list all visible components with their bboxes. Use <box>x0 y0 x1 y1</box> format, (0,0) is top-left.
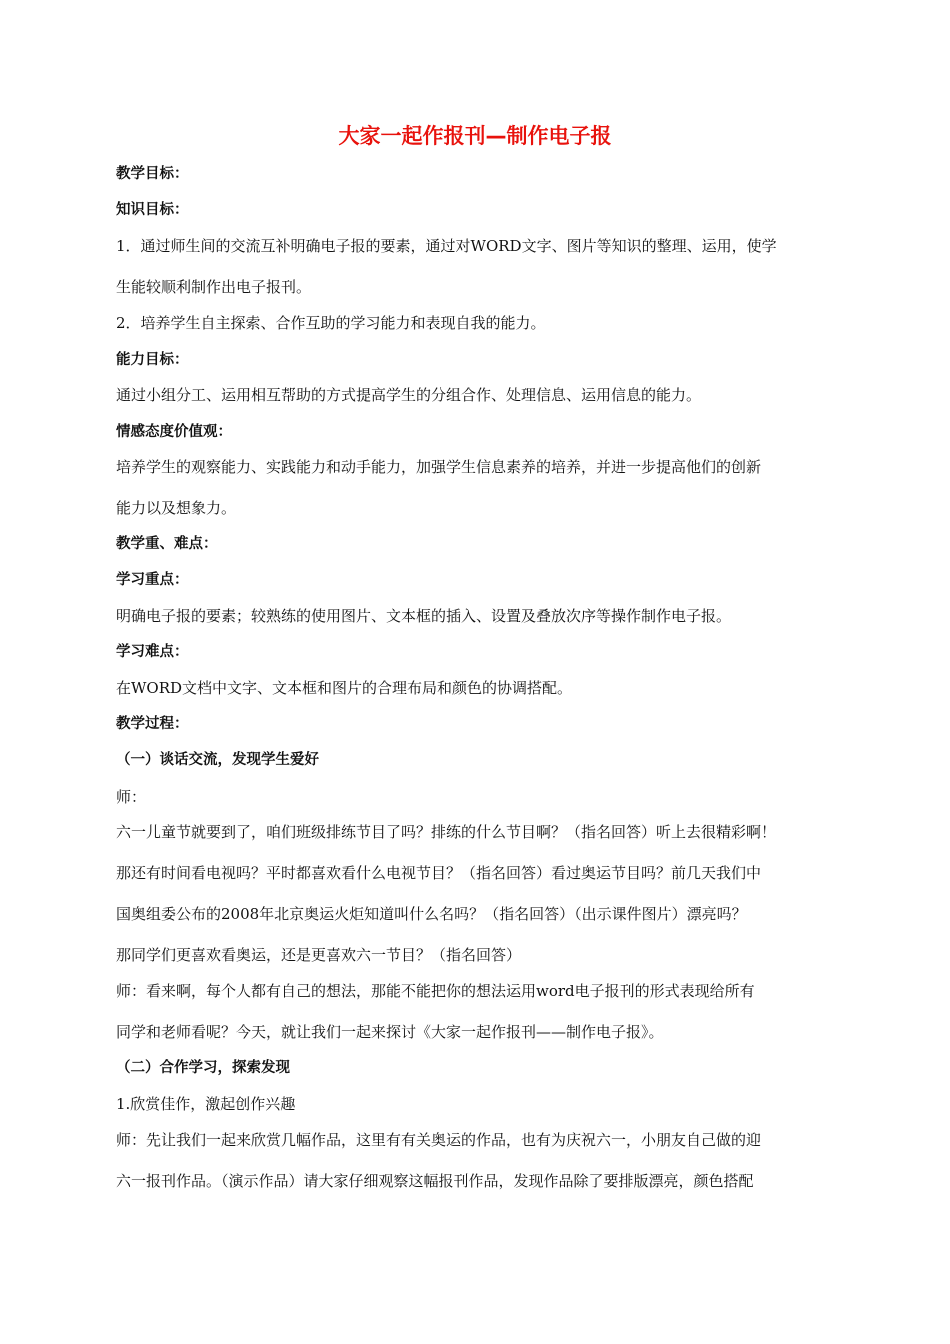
paragraph-line: 培养学生的观察能力、实践能力和动手能力，加强学生信息素养的培养，并进一步提高他们的创新 <box>116 458 762 476</box>
paragraph-line: 1.欣赏佳作，激起创作兴趣 <box>116 1095 296 1113</box>
paragraph-line: 师： <box>116 788 147 806</box>
document-title: 大家一起作报刊—制作电子报 <box>338 124 612 148</box>
section-heading: （二）合作学习，探索发现 <box>116 1060 290 1076</box>
section-heading: 知识目标： <box>116 202 189 218</box>
paragraph-line: 通过小组分工、运用相互帮助的方式提高学生的分组合作、处理信息、运用信息的能力。 <box>116 386 702 404</box>
paragraph-line: 在WORD文档中文字、文本框和图片的合理布局和颜色的协调搭配。 <box>116 679 573 697</box>
section-heading: 情感态度价值观： <box>116 424 232 440</box>
paragraph-line: 那还有时间看电视吗？平时都喜欢看什么电视节目？（指名回答）看过奥运节目吗？前几天我们中 <box>116 864 762 882</box>
paragraph-line: 同学和老师看呢？今天，就让我们一起来探讨《大家一起作报刊——制作电子报》。 <box>116 1023 664 1041</box>
paragraph-line: 六一儿童节就要到了，咱们班级排练节目了吗？排练的什么节目啊？（指名回答）听上去很精彩啊！ <box>116 823 777 841</box>
paragraph-line: 六一报刊作品。（演示作品）请大家仔细观察这幅报刊作品，发现作品除了要排版漂亮，颜色搭配 <box>116 1172 754 1190</box>
paragraph-line: 明确电子报的要素；较熟练的使用图片、文本框的插入、设置及叠放次序等操作制作电子报。 <box>116 607 732 625</box>
section-heading: 教学重、难点： <box>116 536 218 552</box>
paragraph-line: 那同学们更喜欢看奥运，还是更喜欢六一节目？（指名回答） <box>116 946 522 964</box>
section-heading: 学习重点： <box>116 572 189 588</box>
section-heading: 能力目标： <box>116 352 189 368</box>
paragraph-line: 国奥组委公布的2008年北京奥运火炬知道叫什么名吗？（指名回答）（出示课件图片）漂亮吗？ <box>116 905 747 923</box>
paragraph-line: 1．通过师生间的交流互补明确电子报的要素，通过对WORD文字、图片等知识的整理、运用，使学 <box>116 237 777 255</box>
paragraph-line: 生能较顺利制作出电子报刊。 <box>116 278 312 296</box>
paragraph-line: 师：先让我们一起来欣赏几幅作品，这里有有关奥运的作品，也有为庆祝六一，小朋友自己做的迎 <box>116 1131 762 1149</box>
paragraph-line: 师：看来啊，每个人都有自己的想法，那能不能把你的想法运用word电子报刊的形式表现给所有 <box>116 982 755 1000</box>
paragraph-line: 能力以及想象力。 <box>116 499 237 517</box>
section-heading: 教学目标： <box>116 166 189 182</box>
section-heading: （一）谈话交流，发现学生爱好 <box>116 752 319 768</box>
paragraph-line: 2．培养学生自主探索、合作互助的学习能力和表现自我的能力。 <box>116 314 546 332</box>
section-heading: 教学过程： <box>116 716 189 732</box>
section-heading: 学习难点： <box>116 644 189 660</box>
